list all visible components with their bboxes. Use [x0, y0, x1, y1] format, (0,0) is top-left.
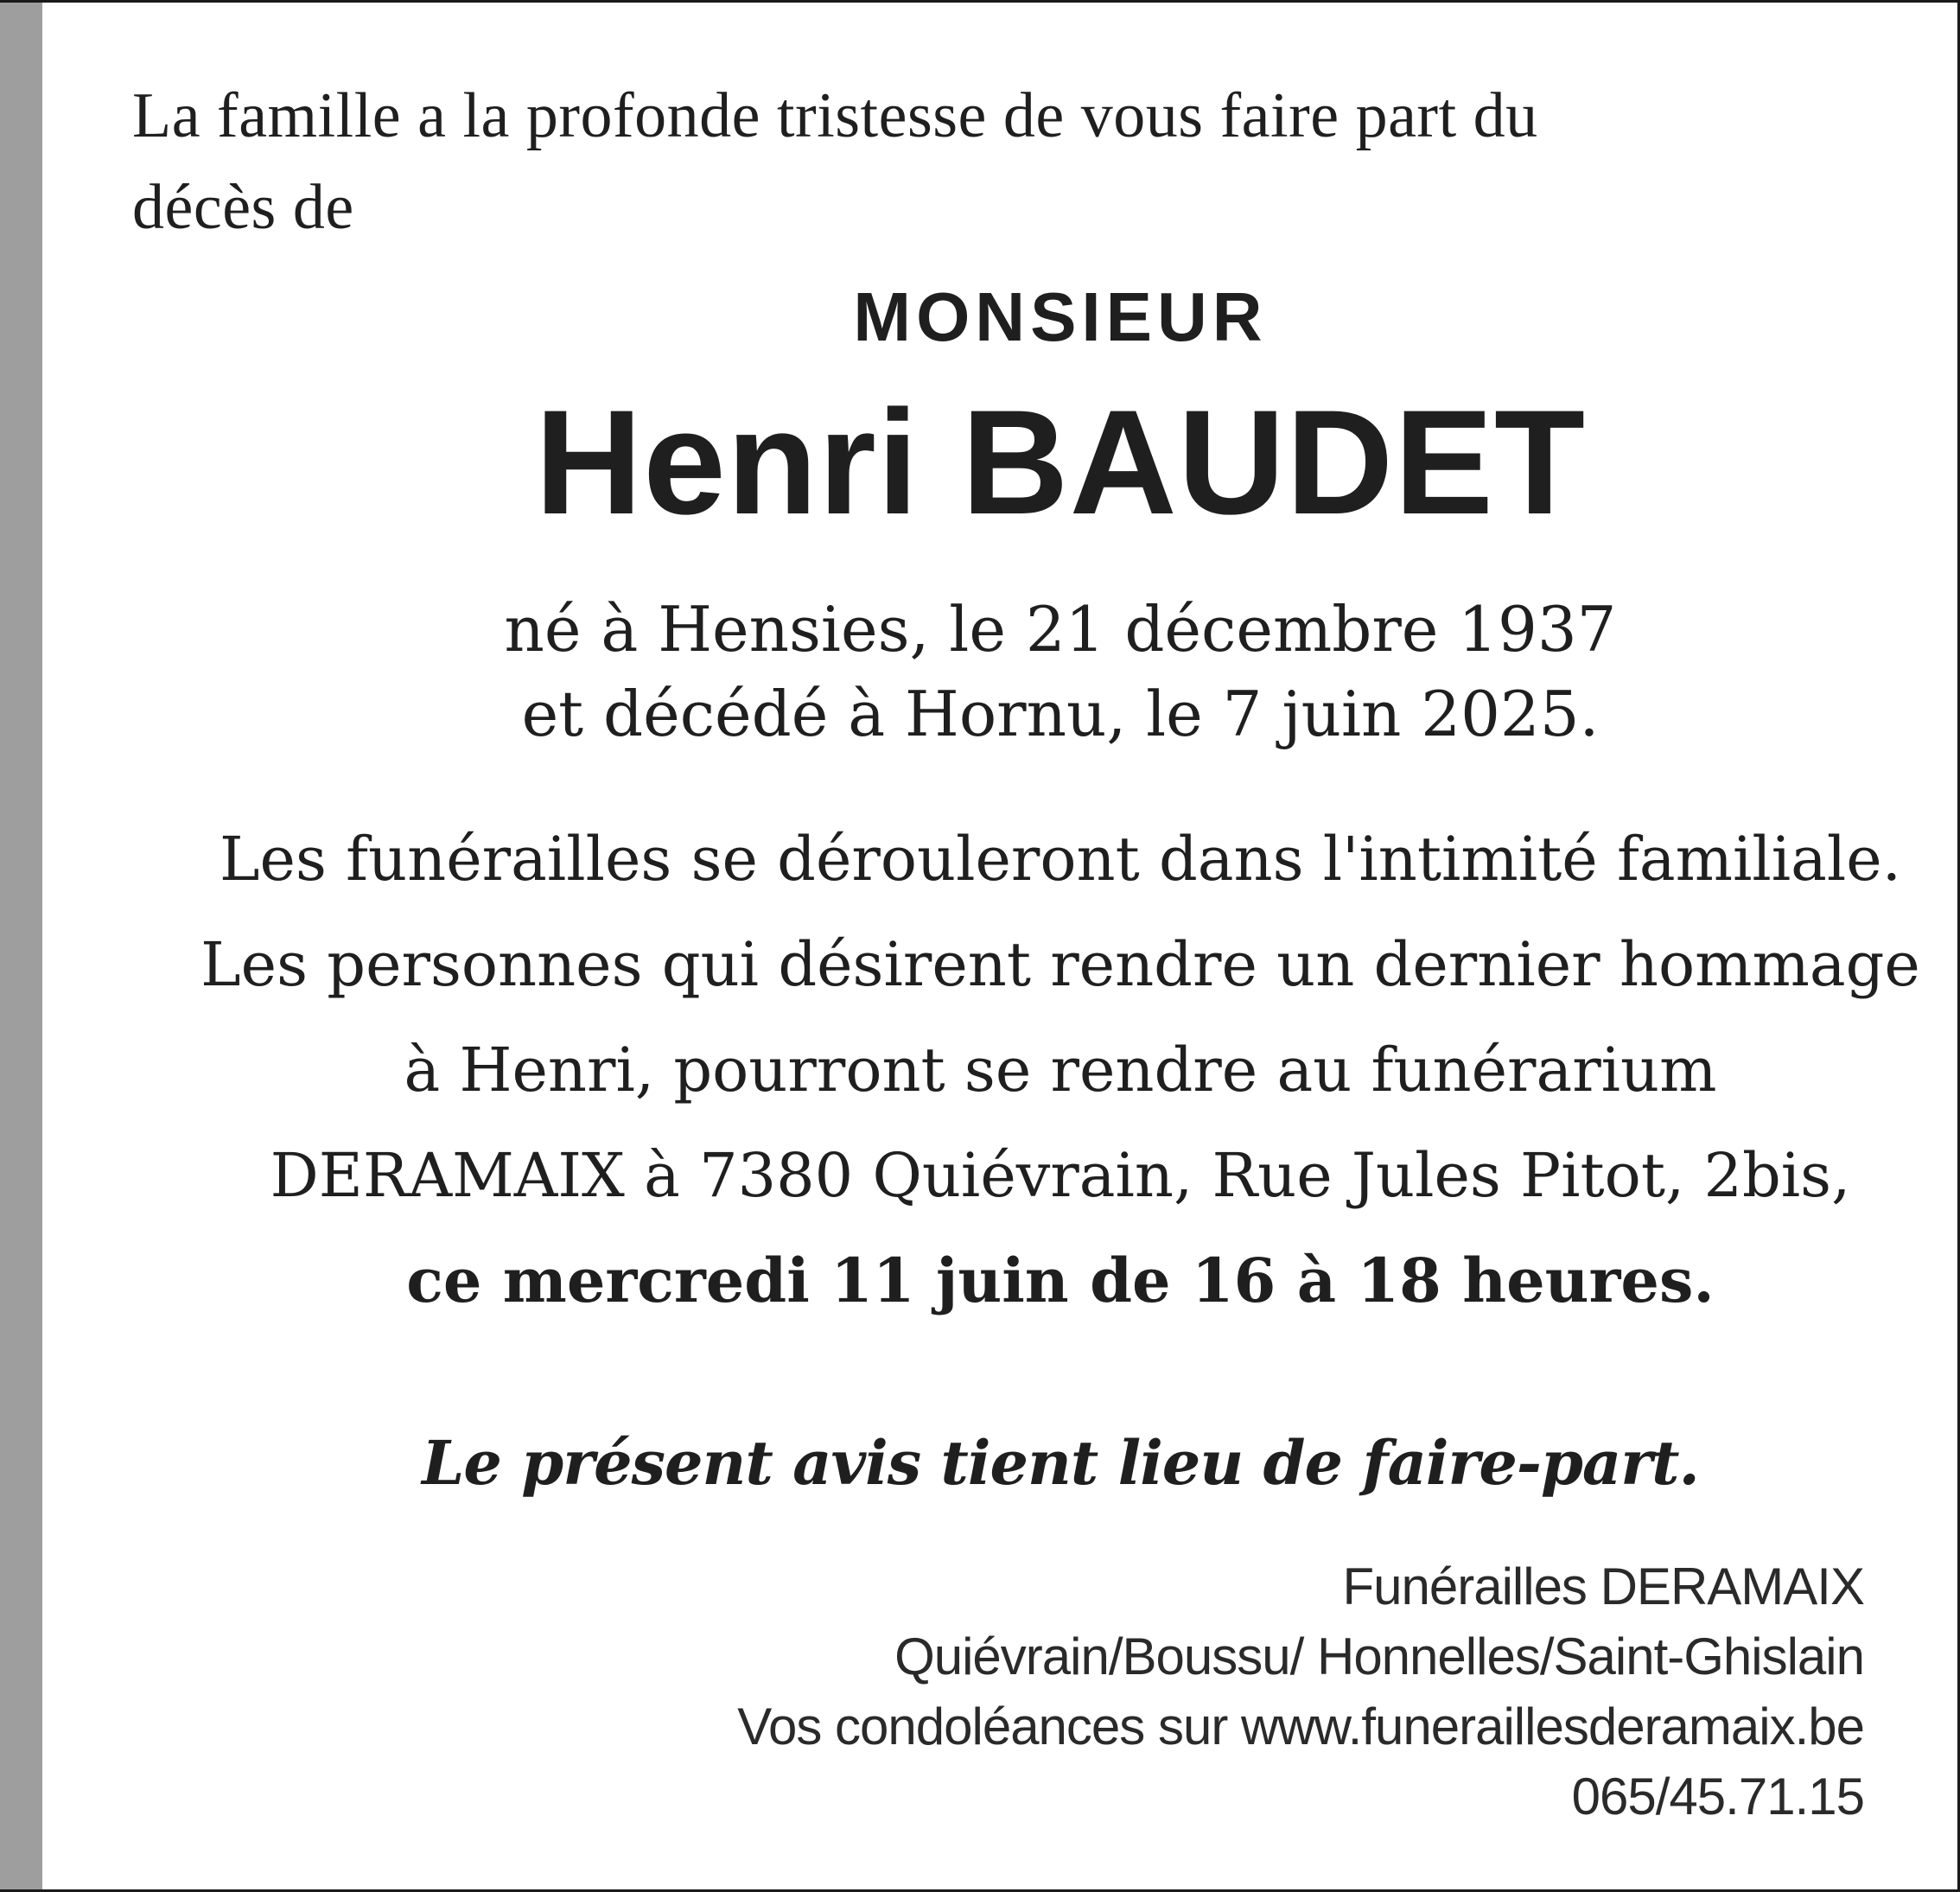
deceased-name: Henri BAUDET: [534, 379, 1587, 545]
intro-text: [132, 70, 1817, 253]
faire-part-notice: Le présent avis tient lieu de faire-part.: [422, 1427, 1699, 1499]
undertaker-website: Vos condoléances sur www.funeraillesderamaix.be: [737, 1698, 1864, 1755]
funeral-line-1: Les funérailles se dérouleront dans l'intimité familiale.: [220, 824, 1901, 895]
honorific: MONSIEUR: [853, 278, 1268, 355]
visiting-time: ce mercredi 11 juin de 16 à 18 heures.: [406, 1245, 1715, 1316]
death-line: et décédé à Hornu, le 7 juin 2025.: [521, 678, 1600, 750]
funeral-line-3: à Henri, pourront se rendre au funérarium: [404, 1035, 1717, 1105]
life-dates: [42, 587, 1957, 756]
funeral-line-2: Les personnes qui désirent rendre un dernier hommage: [200, 929, 1920, 1000]
birth-line: né à Hensies, le 21 décembre 1937: [504, 593, 1617, 666]
intro-line-2: décès de: [132, 172, 354, 243]
left-margin-bar: [0, 3, 42, 1889]
funeral-details: [42, 806, 1957, 1334]
undertaker-locations: Quiévrain/Boussu/ Honnelles/Saint-Ghislain: [894, 1628, 1864, 1685]
notice-content: [42, 3, 1957, 1889]
funeral-line-4: DERAMAIX à 7380 Quiévrain, Rue Jules Pitot, 2bis,: [270, 1140, 1851, 1211]
undertaker-name: Funérailles DERAMAIX: [1342, 1558, 1864, 1615]
undertaker-block: [737, 1551, 1864, 1831]
undertaker-phone: 065/45.71.15: [1571, 1768, 1864, 1825]
intro-line-1: La famille a la profonde tristesse de vous faire part du: [132, 80, 1538, 151]
